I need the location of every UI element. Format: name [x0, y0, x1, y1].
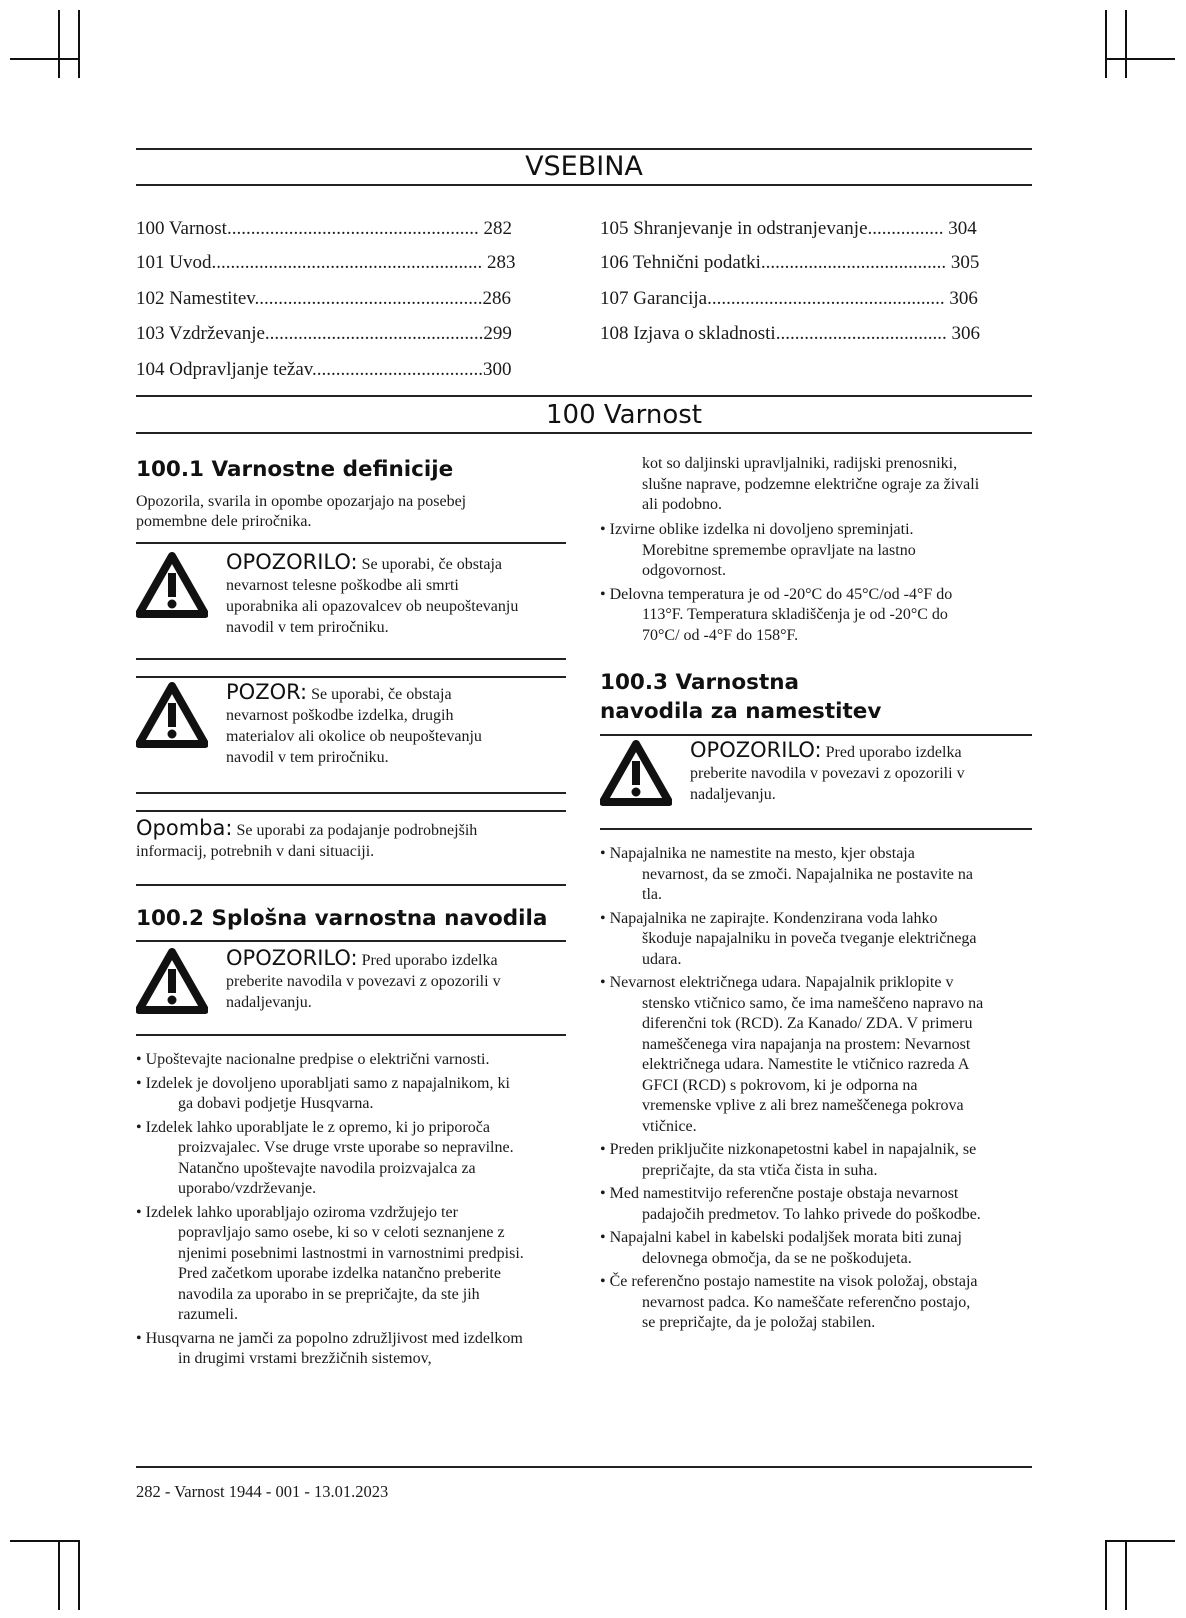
caution-box — [136, 682, 566, 782]
divider — [136, 395, 1032, 397]
note-text: Opomba: Se uporabi za podajanje podrobnejših informacij, potrebnih v dani situaciji. — [136, 816, 478, 860]
caution-triangle-icon — [136, 682, 208, 748]
list-item: • Upoštevajte nacionalne predpise o električni varnosti. — [136, 1050, 526, 1071]
list-item: • Med namestitvijo referenčne postaje obstaja nevarnost padajočih predmetov. To lahko privede do poškodbe. — [600, 1184, 985, 1225]
list-item: • Če referenčno postajo namestite na visok položaj, obstaja nevarnost padca. Ko nameščate referenčno postajo, se prepričajte, da je položaj stabilen. — [600, 1272, 985, 1334]
crop-mark — [58, 10, 60, 78]
crop-mark — [58, 1542, 60, 1610]
list-item: • Izdelek lahko uporabljajo oziroma vzdržujejo ter popravljajo samo osebe, ki so v celoti seznanjene z njenimi posebnimi lastnostmi in varnostnimi predpisi. Pred začetkom uporabe izdelka natančno preberite navodila za uporabo in se prepričajte, da ste jih razumeli. — [136, 1203, 526, 1326]
list-item: • Nevarnost električnega udara. Napajalnik priklopite v stensko vtičnico samo, če ima nameščeno napravo na diferenčni tok (RCD). Za Kanado/ ZDA. V primeru nameščenega vira napajanja na prostem: Nevarnost električnega udara. Namestite le vtičnico razreda A GFCI (RCD) s pokrovom, ki je odporna na vremenske vplive z ali brez nameščenega pokrova vtičnice. — [600, 973, 985, 1137]
divider — [136, 184, 1032, 186]
toc-entry[interactable]: 103 Vzdrževanje..............................................299 — [136, 323, 512, 344]
crop-mark — [1105, 1540, 1175, 1542]
divider — [136, 792, 566, 794]
crop-mark — [1105, 58, 1175, 60]
continued-text: kot so daljinski upravljalniki, radijski prenosniki, slušne naprave, podzemne električne ograje za živali ali podobno. — [642, 455, 980, 513]
page-footer — [136, 1482, 388, 1502]
crop-mark — [1125, 1542, 1127, 1610]
warning-box — [600, 740, 1032, 830]
warning-label: OPOZORILO: — [226, 946, 358, 970]
warning-label: OPOZORILO: — [690, 738, 822, 762]
crop-mark — [1105, 1542, 1107, 1610]
divider — [600, 828, 1032, 830]
divider — [136, 884, 566, 886]
crop-mark — [10, 1540, 80, 1542]
warning-triangle-icon — [136, 552, 208, 618]
caution-text: POZOR: Se uporabi, če obstaja nevarnost poškodbe izdelka, drugih materialov ali okolice ob neupoštevanju navodil v tem priročniku. — [226, 680, 482, 766]
warning-triangle-icon — [600, 740, 672, 806]
toc-entry[interactable]: 101 Uvod......................................................... 283 — [136, 252, 516, 273]
list-item: • Izvirne oblike izdelka ni dovoljeno spreminjati. Morebitne spremembe opravljate na lastno odgovornost. — [600, 520, 980, 582]
general-safety-list-continued — [600, 520, 980, 649]
warning-text: OPOZORILO: Pred uporabo izdelka preberite navodila v povezavi z opozorili v nadaljevanju. — [226, 946, 501, 1011]
installation-safety-list — [600, 844, 985, 1337]
divider — [136, 658, 566, 660]
list-item: • Preden priključite nizkonapetostni kabel in napajalnik, se prepričajte, da sta vtiča čista in suha. — [600, 1140, 985, 1181]
crop-mark — [78, 10, 80, 78]
divider — [136, 542, 566, 544]
warning-box — [136, 552, 566, 652]
heading-installation-safety: 100.3 Varnostna navodila za namestitev — [600, 670, 882, 724]
divider — [136, 432, 1032, 434]
crop-mark — [1105, 10, 1107, 78]
warning-triangle-icon — [136, 948, 208, 1014]
toc-entry[interactable]: 104 Odpravljanje težav....................................300 — [136, 359, 512, 380]
heading-general-safety: 100.2 Splošna varnostna navodila — [136, 906, 548, 931]
toc-entry[interactable]: 107 Garancija.................................................. 306 — [600, 288, 978, 309]
section-title: 100 Varnost — [546, 400, 702, 430]
footer-divider — [136, 1466, 1032, 1468]
crop-mark — [78, 1542, 80, 1610]
intro-text: Opozorila, svarila in opombe opozarjajo na posebej pomembne dele priročnika. — [136, 493, 467, 530]
list-item: • Napajalnika ne zapirajte. Kondenzirana voda lahko škoduje napajalniku in poveča tveganje električnega udara. — [600, 909, 985, 971]
warning-text: OPOZORILO: Se uporabi, če obstaja nevarnost telesne poškodbe ali smrti uporabnika ali opazovalcev ob neupoštevanju navodil v tem priročniku. — [226, 550, 519, 636]
toc-entry[interactable]: 102 Namestitev................................................286 — [136, 288, 512, 309]
footer-text: - Varnost 1944 - 001 - 13.01.2023 — [160, 1482, 389, 1501]
list-item: • Husqvarna ne jamči za popolno združljivost med izdelkom in drugimi vrstami brezžičnih sistemov, — [136, 1329, 526, 1370]
list-item: • Izdelek lahko uporabljate le z opremo, ki jo priporoča proizvajalec. Vse druge vrste uporabe so nepravilne. Natančno upoštevajte navodila proizvajalca za uporabo/vzdrževanje. — [136, 1118, 526, 1200]
warning-label: OPOZORILO: — [226, 550, 358, 574]
divider — [136, 810, 566, 812]
page-title: VSEBINA — [525, 151, 643, 182]
divider — [136, 1034, 566, 1036]
note-label: Opomba: — [136, 816, 233, 840]
toc-entry[interactable]: 106 Tehnični podatki....................................... 305 — [600, 252, 980, 273]
page-number: 282 — [136, 1482, 161, 1501]
divider — [600, 734, 1032, 736]
warning-text: OPOZORILO: Pred uporabo izdelka preberite navodila v povezavi z opozorili v nadaljevanju. — [690, 738, 965, 803]
list-item: • Napajalni kabel in kabelski podaljšek morata biti zunaj delovnega območja, da se ne poškodujeta. — [600, 1228, 985, 1269]
divider — [136, 940, 566, 942]
general-safety-list — [136, 1050, 526, 1373]
caution-label: POZOR: — [226, 680, 308, 704]
list-item: • Izdelek je dovoljeno uporabljati samo z napajalnikom, ki ga dobavi podjetje Husqvarna. — [136, 1074, 526, 1115]
heading-safety-definitions: 100.1 Varnostne definicije — [136, 457, 454, 482]
crop-mark — [1125, 10, 1127, 78]
warning-box — [136, 948, 566, 1038]
list-item: • Delovna temperatura je od -20°C do 45°C/od -4°F do 113°F. Temperatura skladiščenja je od -20°C do 70°C/ od -4°F do 158°F. — [600, 585, 980, 647]
toc-entry[interactable]: 105 Shranjevanje in odstranjevanje................ 304 — [600, 218, 977, 239]
toc-entry[interactable]: 100 Varnost..................................................... 282 — [136, 218, 512, 239]
list-item: • Napajalnika ne namestite na mesto, kjer obstaja nevarnost, da se zmoči. Napajalnika ne postavite na tla. — [600, 844, 985, 906]
divider — [136, 676, 566, 678]
crop-mark — [10, 58, 80, 60]
toc-entry[interactable]: 108 Izjava o skladnosti.................................... 306 — [600, 323, 980, 344]
